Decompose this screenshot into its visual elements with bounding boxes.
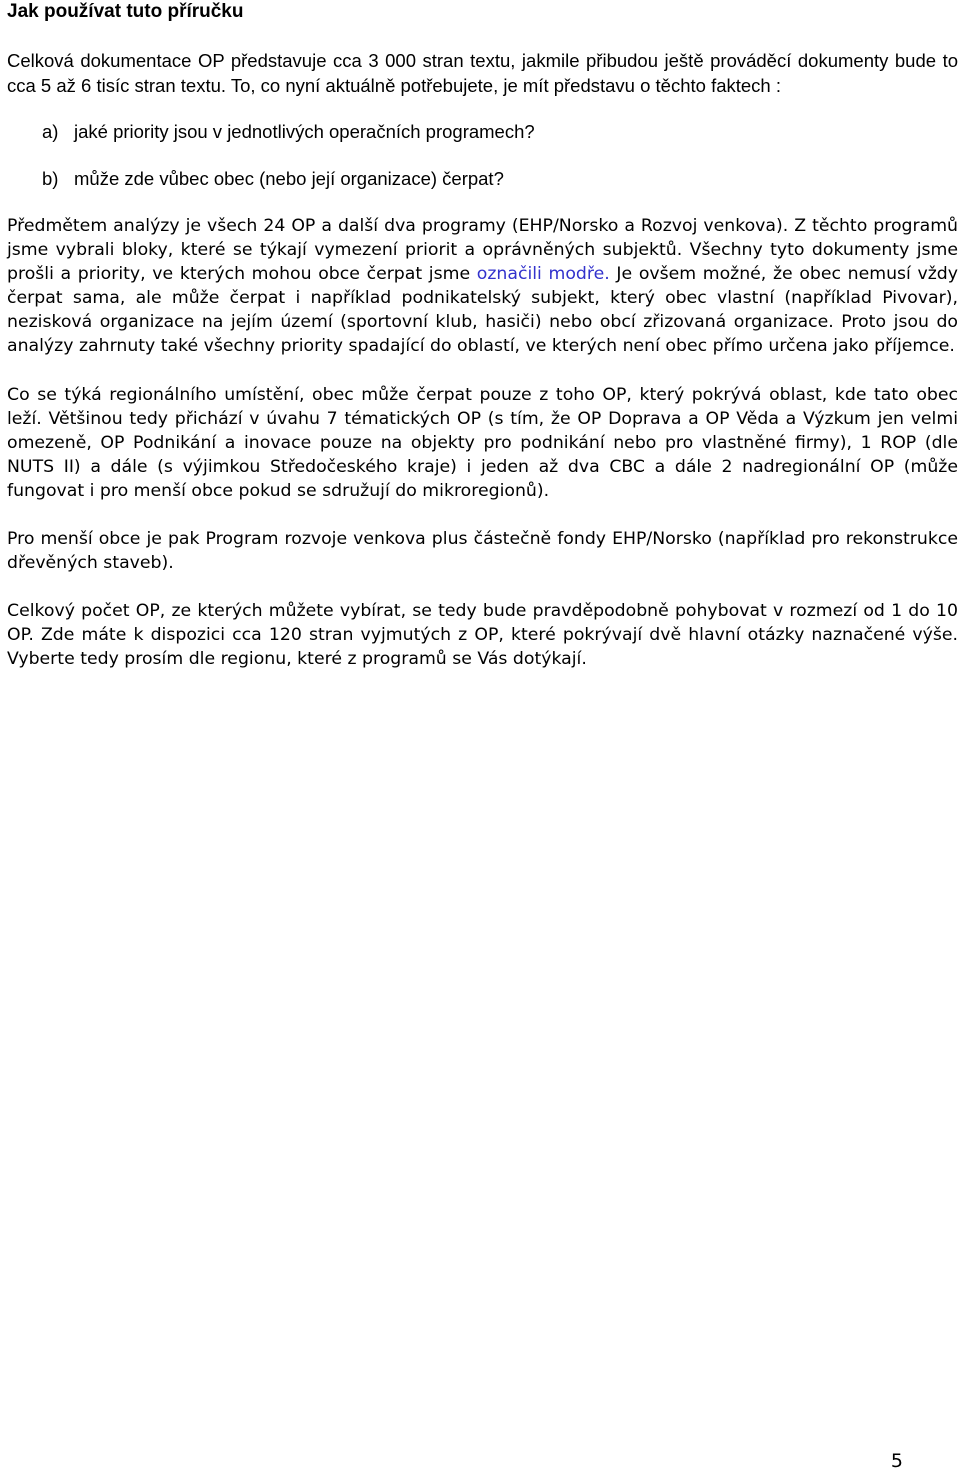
question-marker: a) [42,121,59,142]
intro-paragraph: Celková dokumentace OP představuje cca 3 000 stran textu, jakmile přibudou ještě prováděcí dokumenty bude to cca 5 až 6 tisíc stran textu. To, co nyní aktuálně potřebujete, je mít představu o těchto faktech : [7,50,958,96]
question-marker: b) [42,168,59,189]
page-heading: Jak používat tuto příručku [7,1,244,22]
analysis-paragraph [7,214,958,359]
analysis-text-end: Je ovšem možné, že obec nemusí vždy čerpat sama, ale může čerpat i například podnikatelský subjekt, který obec vlastní (například Pivovar), nezisková organizace na jejím území (sportovní klub, hasiči) nebo obcí zřizovaná organizace. Proto jsou do analýzy zahrnuty také všechny priority spadající do oblastí, ve kterých není obec přímo určena jako příjemce. [7,264,958,357]
summary-paragraph: Celkový počet OP, ze kterých můžete vybírat, se tedy bude pravděpodobně pohybovat v rozmezí od 1 do 10 OP. Zde máte k dispozici cca 120 stran vyjmutých z OP, které pokrývají dvě hlavní otázky naznačené výše. Vyberte tedy prosím dle regionu, které z programů se Vás dotýkají. [7,601,958,670]
blue-highlight-text: označili modře. [476,264,610,285]
small-municipalities-paragraph: Pro menší obce je pak Program rozvoje venkova plus částečně fondy EHP/Norsko (například pro rekonstrukce dřevěných staveb). [7,529,958,574]
analysis-text-start: Předmětem analýzy je všech 24 OP a další dva programy (EHP/Norsko a Rozvoj venkova). Z těchto programů jsme vybrali bloky, které se týkají vymezení priorit a oprávněných subjektů. Všechny tyto dokumenty jsme prošli a priority, ve kterých mohou obce čerpat jsme [7,216,958,285]
question-item [7,167,958,191]
question-text: může zde vůbec obec (nebo její organizace) čerpat? [74,168,504,189]
regional-paragraph: Co se týká regionálního umístění, obec může čerpat pouze z toho OP, který pokrývá oblast, kde tato obec leží. Většinou tedy přichází v úvahu 7 tématických OP (s tím, že OP Doprava a OP Věda a Výzkum jen velmi omezeně, OP Podnikání a inovace pouze na objekty pro podnikání nebo pro vlastněné firmy), 1 ROP (dle NUTS II) a dále (s výjimkou Středočeského kraje) i jeden až dva CBC a dále 2 nadregionální OP (může fungovat i pro menší obce pokud se sdružují do mikroregionů). [7,384,958,501]
question-list [7,120,958,191]
document-page [7,0,958,696]
page-number: 5 [890,1450,903,1472]
question-item [7,120,958,144]
question-text: jaké priority jsou v jednotlivých operačních programech? [74,121,535,142]
